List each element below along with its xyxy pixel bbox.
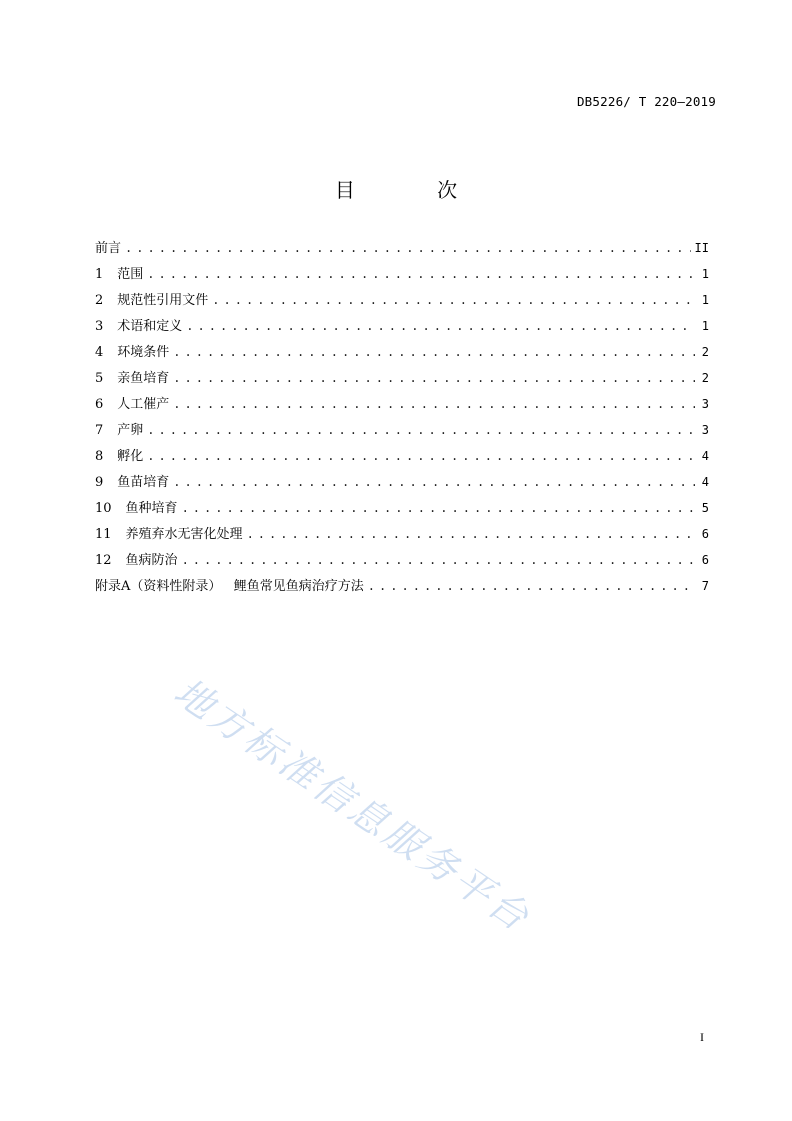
toc-entry-preface[interactable] (95, 237, 709, 263)
page-number: I (700, 1030, 704, 1044)
toc-entry-number: 5 (95, 371, 104, 386)
toc-entry-5[interactable] (95, 367, 709, 393)
toc-entry-page: 1 (701, 293, 709, 307)
toc-leader-dots (173, 393, 695, 415)
toc-entry-page: 1 (701, 267, 709, 281)
toc-leader-dots (147, 445, 695, 467)
toc-entry-page: 3 (701, 423, 709, 437)
toc-leader-dots (173, 341, 695, 363)
toc-entry-label: 范围 (117, 267, 144, 282)
toc-entry-8[interactable] (95, 445, 709, 471)
toc-leader-dots (173, 367, 695, 389)
toc-leader-dots (182, 549, 695, 571)
toc-entry-number: 9 (95, 475, 104, 490)
toc-leader-dots (182, 497, 695, 519)
toc-entry-label: 环境条件 (117, 345, 170, 360)
page-title: 目 次 (334, 178, 496, 202)
toc-entry-number: 10 (95, 501, 112, 516)
toc-entry-page: 5 (701, 501, 709, 515)
toc-entry-label: 产卵 (117, 423, 144, 438)
toc-entry-7[interactable] (95, 419, 709, 445)
toc-entry-number: 12 (95, 553, 112, 568)
toc-entry-number: 2 (95, 293, 104, 308)
toc-entry-number: 7 (95, 423, 104, 438)
toc-entry-page: 2 (701, 371, 709, 385)
toc-entry-label: 前言 (95, 241, 122, 256)
table-of-contents (95, 237, 709, 601)
toc-entry-page: 2 (701, 345, 709, 359)
toc-entry-number: 3 (95, 319, 104, 334)
toc-leader-dots (147, 419, 695, 441)
toc-leader-dots (368, 575, 695, 597)
watermark: 地方标准信息服务平台 (166, 669, 540, 941)
toc-entry-page: 3 (701, 397, 709, 411)
toc-leader-dots (186, 315, 695, 337)
toc-entry-11[interactable] (95, 523, 709, 549)
toc-leader-dots (147, 263, 695, 285)
toc-entry-label: 人工催产 (117, 397, 170, 412)
toc-entry-label: 鱼种培育 (125, 501, 178, 516)
toc-entry-page: II (694, 241, 709, 255)
toc-entry-page: 6 (701, 527, 709, 541)
toc-entry-number: 6 (95, 397, 104, 412)
toc-entry-appendix-a[interactable] (95, 575, 709, 601)
toc-entry-label: 亲鱼培育 (117, 371, 170, 386)
toc-entry-label: 规范性引用文件 (117, 293, 209, 308)
toc-entry-label: 术语和定义 (117, 319, 183, 334)
toc-leader-dots (247, 523, 695, 545)
document-code: DB5226/ T 220—2019 (576, 94, 716, 109)
toc-entry-label: 孵化 (117, 449, 144, 464)
toc-entry-page: 4 (701, 449, 709, 463)
toc-entry-label: 附录A（资料性附录） 鲤鱼常见鱼病治疗方法 (95, 579, 364, 594)
toc-entry-number: 8 (95, 449, 104, 464)
toc-entry-label: 鱼病防治 (125, 553, 178, 568)
toc-entry-label: 鱼苗培育 (117, 475, 170, 490)
toc-entry-3[interactable] (95, 315, 709, 341)
toc-entry-1[interactable] (95, 263, 709, 289)
toc-entry-4[interactable] (95, 341, 709, 367)
toc-entry-10[interactable] (95, 497, 709, 523)
toc-leader-dots (212, 289, 695, 311)
toc-entry-page: 6 (701, 553, 709, 567)
toc-entry-number: 1 (95, 267, 104, 282)
toc-entry-page: 4 (701, 475, 709, 489)
toc-entry-number: 11 (95, 527, 112, 542)
toc-entry-page: 7 (701, 579, 709, 593)
toc-entry-label: 养殖弃水无害化处理 (125, 527, 243, 542)
toc-entry-2[interactable] (95, 289, 709, 315)
toc-entry-9[interactable] (95, 471, 709, 497)
toc-leader-dots (173, 471, 695, 493)
toc-leader-dots (125, 237, 691, 259)
toc-entry-12[interactable] (95, 549, 709, 575)
toc-entry-number: 4 (95, 345, 104, 360)
toc-entry-page: 1 (701, 319, 709, 333)
toc-entry-6[interactable] (95, 393, 709, 419)
